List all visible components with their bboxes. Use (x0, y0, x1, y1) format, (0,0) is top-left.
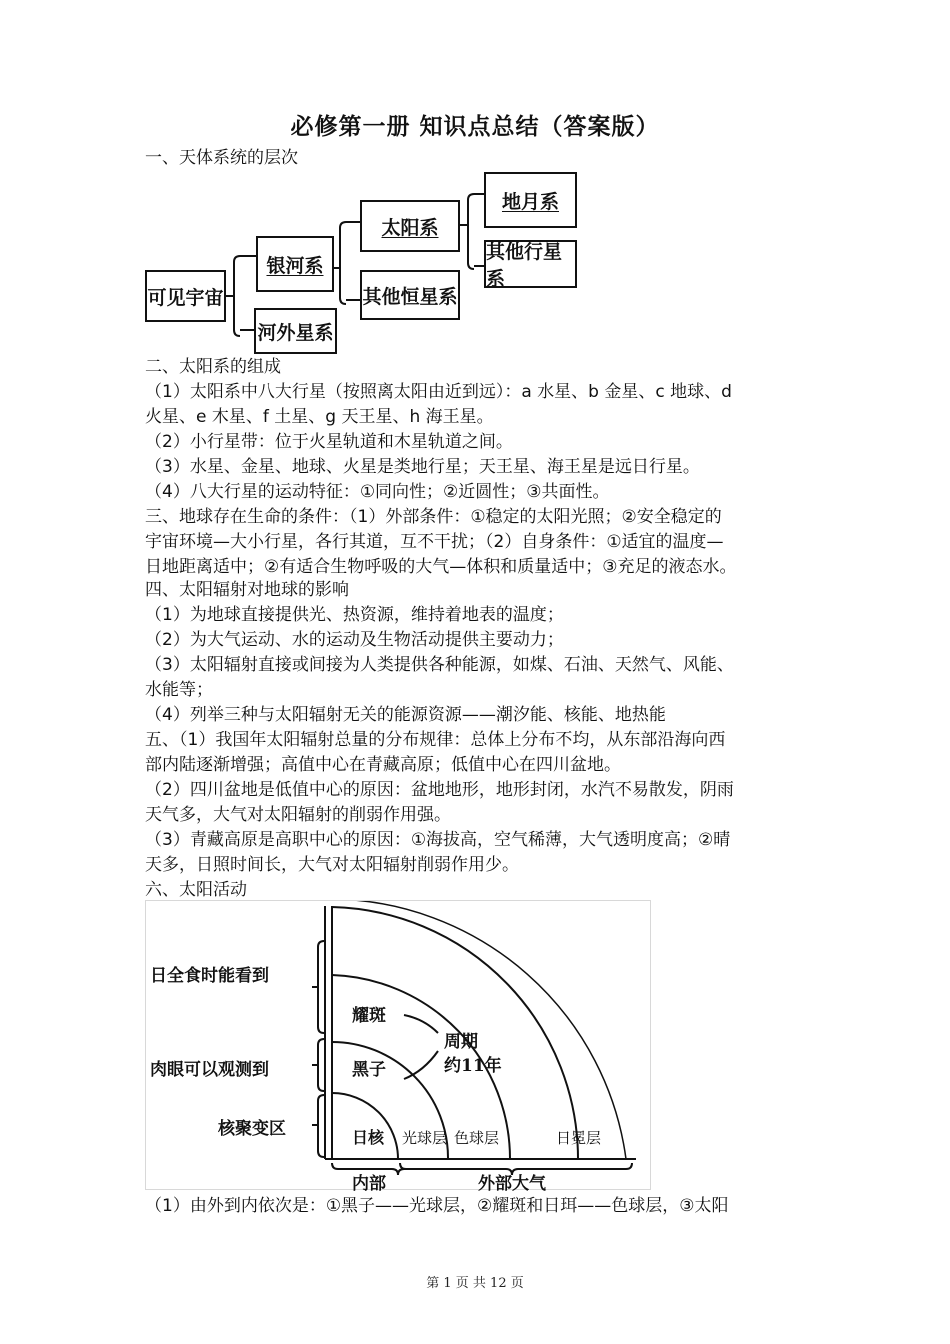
sun-structure-diagram (145, 900, 651, 1194)
label-photosphere: 光球层 (402, 1129, 448, 1147)
node-other-star-systems: 其他恒星系 (360, 270, 460, 320)
label-eclipse: 日全食时能看到 (150, 966, 269, 986)
text-line: 三、地球存在生命的条件：（1）外部条件：①稳定的太阳光照；②安全稳定的 (145, 507, 722, 527)
text-line: 五、（1）我国年太阳辐射总量的分布规律：总体上分布不均，从东部沿海向西 (145, 730, 726, 750)
label-core: 日核 (352, 1128, 385, 1147)
node-extragalactic: 河外星系 (254, 308, 337, 354)
text-line: 部内陆逐渐增强；高值中心在青藏高原；低值中心在四川盆地。 (145, 755, 621, 775)
page-footer: 第 1 页 共 12 页 (426, 1276, 524, 1291)
page-title: 必修第一册 知识点总结（答案版） (290, 114, 660, 140)
node-other-planetary: 其他行星系 (484, 240, 577, 288)
text-line: （2）四川盆地是低值中心的原因：盆地地形，地形封闭，水汽不易散发，阴雨 (145, 780, 734, 800)
celestial-hierarchy-diagram (0, 0, 950, 360)
text-line: （2）小行星带：位于火星轨道和木星轨道之间。 (145, 432, 513, 452)
section6-heading: 六、太阳活动 (145, 880, 247, 900)
label-naked-eye: 肉眼可以观测到 (150, 1060, 269, 1080)
section1-heading: 一、天体系统的层次 (145, 148, 298, 168)
label-chromosphere: 色球层 (454, 1129, 500, 1147)
text-line: （4）列举三种与太阳辐射无关的能源资源——潮汐能、核能、地热能 (145, 705, 666, 725)
node-earth-moon: 地月系 (484, 172, 577, 228)
label-corona: 日冕层 (556, 1129, 602, 1147)
label-interior: 内部 (352, 1174, 386, 1194)
text-line: 日地距离适中；②有适合生物呼吸的大气—体积和质量适中；③充足的液态水。 (145, 557, 737, 577)
text-line: （3）太阳辐射直接或间接为人类提供各种能源，如煤、石油、天然气、风能、 (145, 655, 734, 675)
label-11-years: 约11年 (444, 1056, 502, 1076)
label-fusion-zone: 核聚变区 (218, 1119, 286, 1139)
label-flare: 耀斑 (352, 1006, 386, 1026)
section2-heading: 二、太阳系的组成 (145, 357, 281, 377)
text-line: （2）为大气运动、水的运动及生物活动提供主要动力； (145, 630, 564, 650)
label-sunspot: 黑子 (352, 1060, 386, 1080)
label-outer-atmosphere: 外部大气 (478, 1174, 546, 1194)
text-line: 火星、e 木星、f 土星、g 天王星、h 海王星。 (145, 407, 494, 427)
text-line: 水能等； (145, 680, 213, 700)
text-line: （1）为地球直接提供光、热资源，维持着地表的温度； (145, 605, 564, 625)
text-line: （3）青藏高原是高职中心的原因：①海拔高，空气稀薄，大气透明度高；②晴 (145, 830, 731, 850)
text-line: （1）由外到内依次是：①黑子——光球层，②耀斑和日珥——色球层，③太阳 (145, 1196, 729, 1216)
text-line: 宇宙环境—大小行星，各行其道，互不干扰；（2）自身条件：①适宜的温度— (145, 532, 724, 552)
text-line: 天多，日照时间长，大气对太阳辐射削弱作用少。 (145, 855, 519, 875)
label-period: 周期 (444, 1032, 478, 1052)
text-line: （1）太阳系中八大行星（按照离太阳由近到远）：a 水星、b 金星、c 地球、d (145, 382, 732, 402)
section4-heading: 四、太阳辐射对地球的影响 (145, 580, 349, 600)
hierarchy-connectors (0, 0, 950, 360)
node-solar-system: 太阳系 (360, 200, 460, 252)
text-line: 天气多，大气对太阳辐射的削弱作用强。 (145, 805, 451, 825)
node-visible-universe: 可见宇宙 (145, 270, 226, 322)
text-line: （3）水星、金星、地球、火星是类地行星；天王星、海王星是远日行星。 (145, 457, 700, 477)
node-milky-way: 银河系 (256, 236, 334, 292)
text-line: （4）八大行星的运动特征：①同向性；②近圆性；③共面性。 (145, 482, 610, 502)
